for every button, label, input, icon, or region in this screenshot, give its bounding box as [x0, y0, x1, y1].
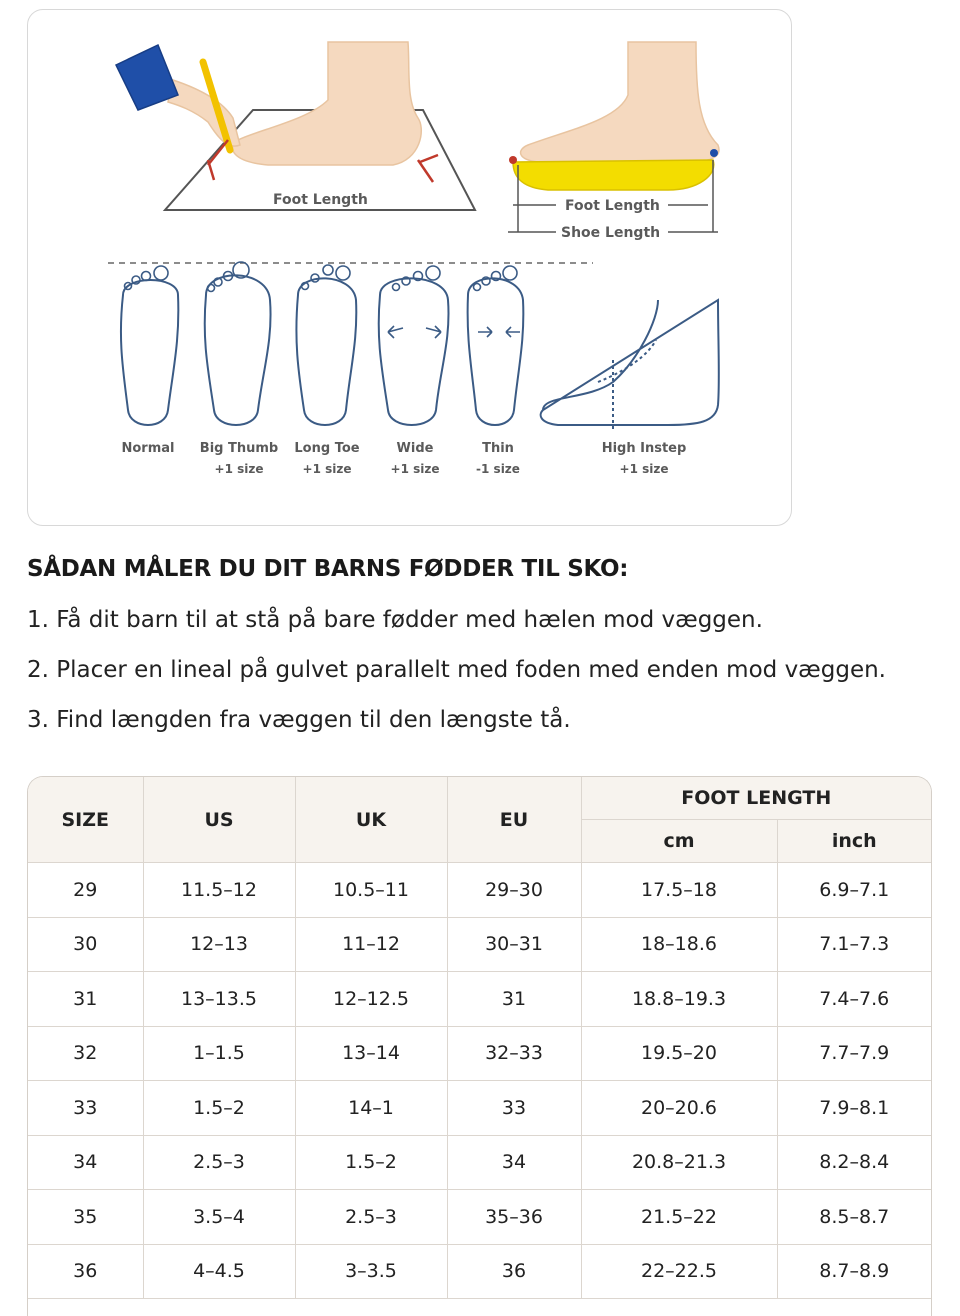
foot-thin	[468, 278, 524, 425]
illustration-svg	[28, 10, 792, 526]
table-row	[28, 972, 931, 1027]
table-row	[28, 1190, 931, 1245]
cell-cm: 21.5–22	[581, 1190, 777, 1245]
page-heading: SÅDAN MÅLER DU DIT BARNS FØDDER TIL SKO:	[27, 556, 629, 582]
cell-uk: 10.5–11	[295, 863, 447, 918]
cell-size: 29	[28, 863, 143, 918]
foot-type-adjust-wide: +1 size	[390, 462, 440, 476]
cell-eu: 35–36	[447, 1190, 581, 1245]
cell-size: 32	[28, 1026, 143, 1081]
cell-eu: 30–31	[447, 917, 581, 972]
cell-eu: 36	[447, 1244, 581, 1299]
shoe-length-label: Shoe Length	[561, 225, 661, 241]
cell-us: 11.5–12	[143, 863, 295, 918]
cell-us: 13–13.5	[143, 972, 295, 1027]
foot-big-thumb	[205, 275, 271, 425]
left-foot	[233, 42, 422, 165]
cell-us: 2.5–3	[143, 1135, 295, 1190]
cell-inch: 7.1–7.3	[777, 917, 931, 972]
cell-uk: 2.5–3	[295, 1190, 447, 1245]
cell-eu: 34	[447, 1135, 581, 1190]
table-row	[28, 1244, 931, 1299]
table-row	[28, 1026, 931, 1081]
cell-cm: 18.8–19.3	[581, 972, 777, 1027]
cell-inch: 6.9–7.1	[777, 863, 931, 918]
right-foot	[521, 42, 719, 162]
cell-us: 3.5–4	[143, 1190, 295, 1245]
foot-type-adjust-long-toe: +1 size	[302, 462, 352, 476]
cell-size: 34	[28, 1135, 143, 1190]
foot-normal	[121, 280, 178, 425]
foot-type-adjust-high-instep: +1 size	[619, 462, 669, 476]
table-row	[28, 1081, 931, 1136]
header-foot-length: FOOT LENGTH	[581, 777, 931, 820]
step-2: 2. Placer en lineal på gulvet parallelt med foden med enden mod væggen.	[27, 657, 886, 683]
header-cm: cm	[581, 820, 777, 863]
insole-dot-right	[710, 149, 718, 157]
cell-cm: 18–18.6	[581, 917, 777, 972]
cell-us: 12–13	[143, 917, 295, 972]
cell-uk: 3–3.5	[295, 1244, 447, 1299]
table-body	[28, 863, 931, 1299]
header-uk: UK	[295, 777, 447, 863]
header-us: US	[143, 777, 295, 863]
cell-cm: 22–22.5	[581, 1244, 777, 1299]
cell-cm: 17.5–18	[581, 863, 777, 918]
foot-type-adjust-big-thumb: +1 size	[214, 462, 264, 476]
foot-type-name-big-thumb: Big Thumb	[199, 441, 279, 456]
cell-eu: 33	[447, 1081, 581, 1136]
foot-type-name-wide: Wide	[396, 441, 434, 456]
cell-cm: 20.8–21.3	[581, 1135, 777, 1190]
cell-uk: 11–12	[295, 917, 447, 972]
cell-inch: 8.7–8.9	[777, 1244, 931, 1299]
cell-uk: 1.5–2	[295, 1135, 447, 1190]
step-3: 3. Find længden fra væggen til den længste tå.	[27, 707, 571, 733]
cell-size: 30	[28, 917, 143, 972]
foot-type-name-normal: Normal	[121, 441, 175, 456]
step-1: 1. Få dit barn til at stå på bare fødder med hælen mod væggen.	[27, 607, 763, 633]
foot-long-toe	[296, 278, 356, 425]
cell-us: 1.5–2	[143, 1081, 295, 1136]
foot-type-name-high-instep: High Instep	[601, 441, 687, 456]
cell-uk: 12–12.5	[295, 972, 447, 1027]
cell-cm: 20–20.6	[581, 1081, 777, 1136]
foot-type-name-long-toe: Long Toe	[294, 441, 360, 456]
foot-wide	[379, 278, 449, 425]
cell-size: 36	[28, 1244, 143, 1299]
cell-uk: 13–14	[295, 1026, 447, 1081]
cell-inch: 8.2–8.4	[777, 1135, 931, 1190]
cell-us: 4–4.5	[143, 1244, 295, 1299]
cell-size: 35	[28, 1190, 143, 1245]
foot-type-name-thin: Thin	[482, 441, 514, 456]
cell-size: 33	[28, 1081, 143, 1136]
foot-length-label-2: Foot Length	[565, 198, 660, 214]
foot-high-instep	[541, 300, 719, 425]
cell-size: 31	[28, 972, 143, 1027]
cell-eu: 32–33	[447, 1026, 581, 1081]
cell-inch: 7.7–7.9	[777, 1026, 931, 1081]
foot-type-adjust-thin: -1 size	[476, 462, 520, 476]
header-size: SIZE	[28, 777, 143, 863]
insole	[513, 160, 714, 190]
header-eu: EU	[447, 777, 581, 863]
foot-measuring-illustration	[27, 9, 792, 526]
cell-us: 1–1.5	[143, 1026, 295, 1081]
cell-inch: 7.4–7.6	[777, 972, 931, 1027]
table-row	[28, 1135, 931, 1190]
cell-inch: 7.9–8.1	[777, 1081, 931, 1136]
table-row	[28, 917, 931, 972]
cell-uk: 14–1	[295, 1081, 447, 1136]
cell-cm: 19.5–20	[581, 1026, 777, 1081]
insole-dot-left	[509, 156, 517, 164]
size-chart-table	[27, 776, 932, 1316]
cell-inch: 8.5–8.7	[777, 1190, 931, 1245]
cell-eu: 29–30	[447, 863, 581, 918]
table-row	[28, 863, 931, 918]
header-inch: inch	[777, 820, 931, 863]
cell-eu: 31	[447, 972, 581, 1027]
foot-length-label: Foot Length	[273, 192, 368, 208]
